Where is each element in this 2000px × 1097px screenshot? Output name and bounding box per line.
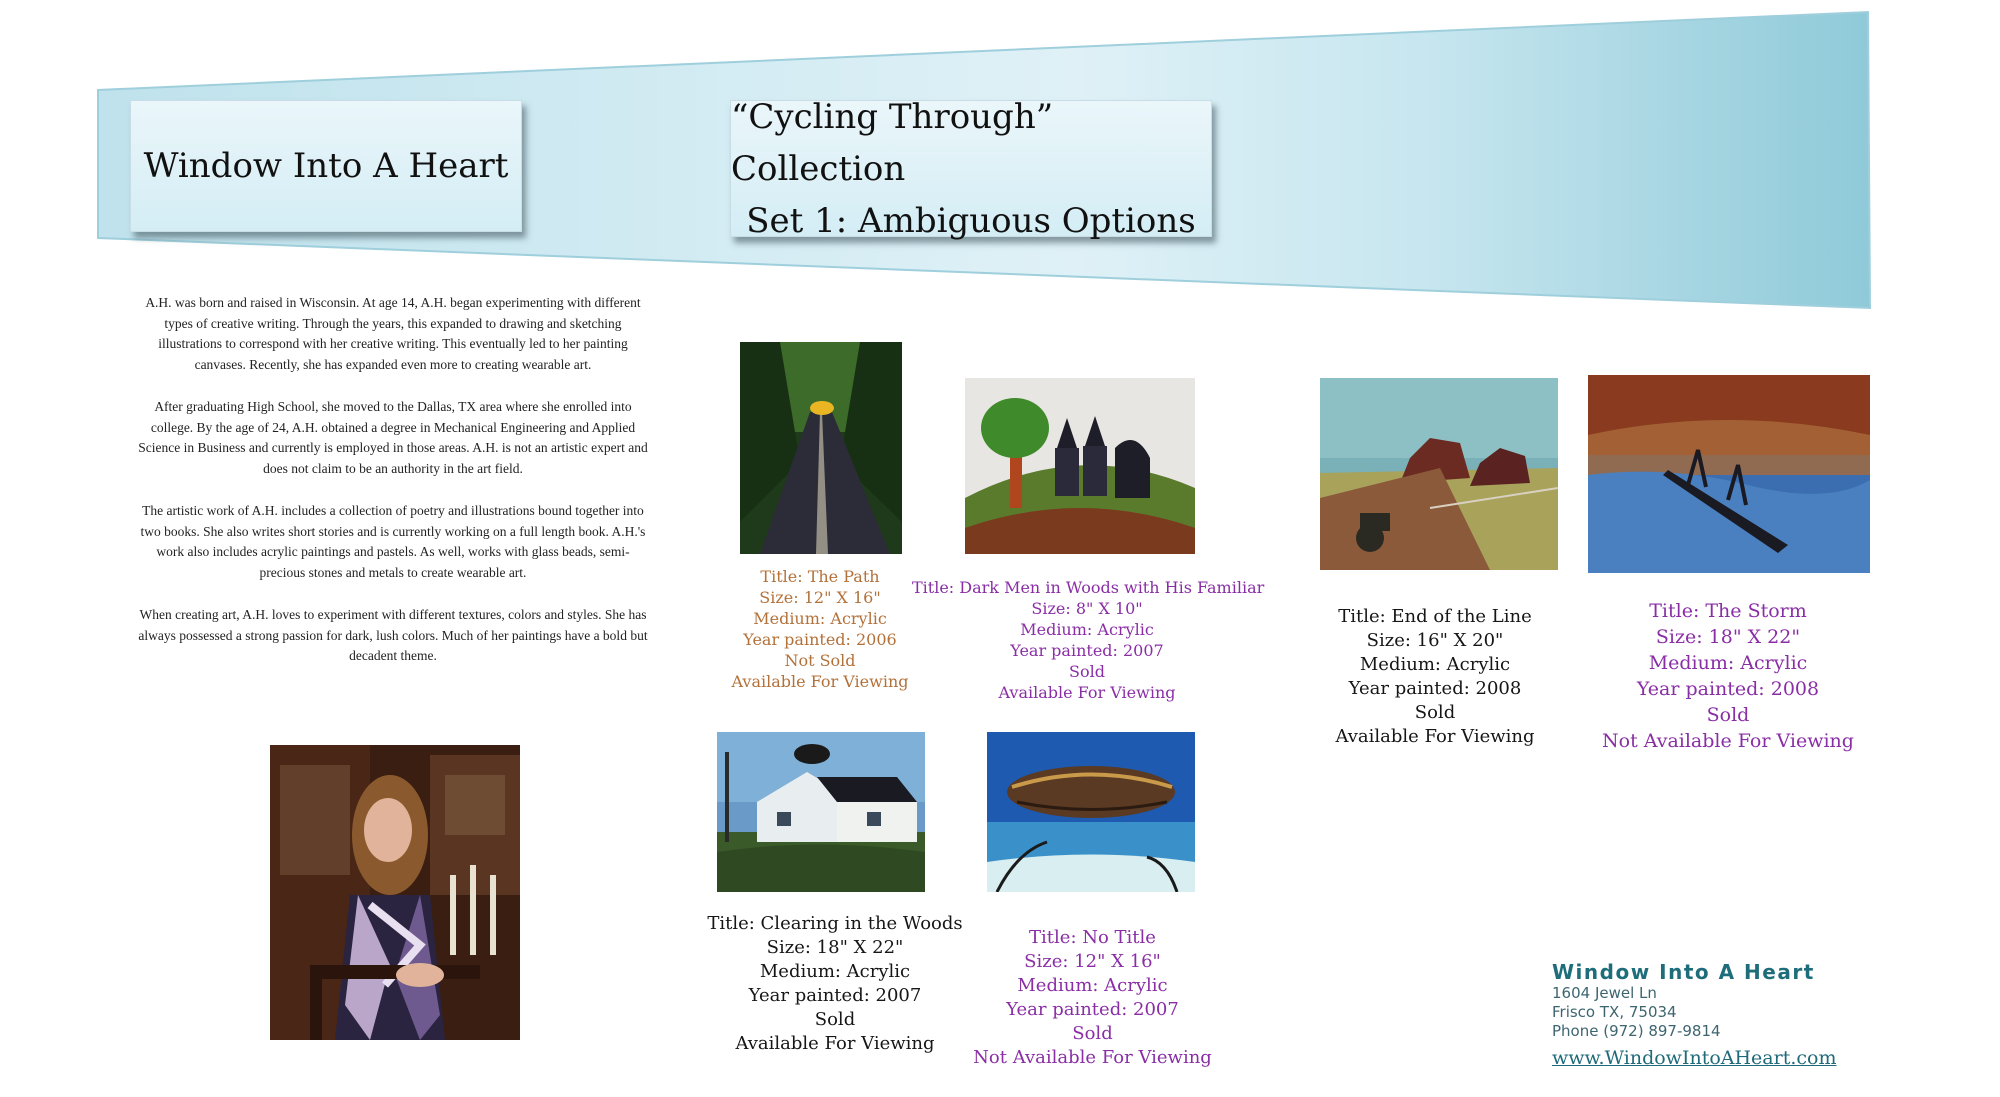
caption-no-title — [955, 926, 1230, 1070]
caption-the-storm — [1568, 598, 1888, 754]
artwork-status: Not Sold — [784, 651, 856, 670]
artwork-medium: Medium: Acrylic — [753, 609, 887, 628]
contact-address-line1: 1604 Jewel Ln — [1552, 984, 1657, 1002]
artwork-size: Size: 12" X 16" — [759, 588, 881, 607]
artwork-title: Title: Clearing in the Woods — [707, 913, 963, 934]
artwork-size: Size: 16" X 20" — [1366, 630, 1504, 651]
artwork-availability: Not Available For Viewing — [1602, 730, 1854, 752]
artwork-size: Size: 12" X 16" — [1024, 951, 1161, 972]
artwork-year: Year painted: 2006 — [743, 630, 897, 649]
bio-paragraph: After graduating High School, she moved to the Dallas, TX area where she enrolled into college. By the age of 24, A.H. obtained a degree in Mechanical Engineering and Applied Science in Business and currently is employed in those areas. A.H. is not an artistic expert and does not claim to be an authority in the art field. — [138, 399, 648, 476]
artwork-year: Year painted: 2007 — [1010, 641, 1164, 660]
artwork-size: Size: 18" X 22" — [1655, 626, 1801, 648]
artwork-availability: Not Available For Viewing — [973, 1047, 1212, 1068]
caption-dark-men-in-woods — [912, 577, 1265, 703]
artwork-medium: Medium: Acrylic — [1648, 652, 1808, 674]
painting-the-path — [740, 342, 902, 554]
artwork-status: Sold — [1072, 1023, 1113, 1044]
caption-the-path — [700, 566, 940, 692]
collection-title-box — [730, 96, 1212, 241]
contact-block — [1552, 960, 1836, 1069]
site-title: Window Into A Heart — [143, 146, 509, 186]
painting-the-storm — [1588, 375, 1870, 573]
bio-paragraph: A.H. was born and raised in Wisconsin. At age 14, A.H. began experimenting with different types of creative writing. Through the years, this expanded to drawing and sketching illustrations to correspond with her creative writing. This eventually led to her painting canvases. Recently, she has expanded even more to creating wearable art. — [145, 295, 641, 372]
artwork-availability: Available For Viewing — [1335, 726, 1535, 747]
artwork-medium: Medium: Acrylic — [1359, 654, 1511, 675]
bio-paragraph: When creating art, A.H. loves to experiment with different textures, colors and styles. She has always possessed a strong passion for dark, lush colors. Much of her paintings have a bold but decadent theme. — [138, 607, 648, 663]
painting-dark-men-in-woods — [965, 378, 1195, 554]
artwork-title: Title: End of the Line — [1338, 606, 1532, 627]
artwork-title: Title: The Path — [760, 567, 880, 586]
caption-clearing-in-the-woods — [690, 912, 980, 1056]
artwork-medium: Medium: Acrylic — [1017, 975, 1168, 996]
artwork-availability: Available For Viewing — [731, 672, 909, 691]
artwork-medium: Medium: Acrylic — [759, 961, 911, 982]
artwork-size: Size: 18" X 22" — [766, 937, 904, 958]
artwork-title: Title: The Storm — [1649, 600, 1807, 622]
artwork-status: Sold — [814, 1009, 856, 1030]
artwork-year: Year painted: 2007 — [748, 985, 922, 1006]
contact-phone: Phone (972) 897-9814 — [1552, 1022, 1721, 1040]
artwork-availability: Available For Viewing — [998, 683, 1176, 702]
artwork-status: Sold — [1706, 704, 1750, 726]
artwork-status: Sold — [1069, 662, 1105, 681]
website-link[interactable]: www.WindowIntoAHeart.com — [1552, 1047, 1837, 1069]
collection-title: “Cycling Through” Collection — [731, 96, 1054, 189]
painting-end-of-the-line — [1320, 378, 1558, 570]
artwork-size: Size: 8" X 10" — [1031, 599, 1143, 618]
painting-no-title — [987, 732, 1195, 892]
artwork-year: Year painted: 2008 — [1636, 678, 1820, 700]
artwork-medium: Medium: Acrylic — [1020, 620, 1154, 639]
contact-name: Window Into A Heart — [1552, 960, 1815, 984]
artwork-title: Title: Dark Men in Woods with His Familiar — [912, 578, 1265, 597]
artwork-year: Year painted: 2007 — [1006, 999, 1179, 1020]
artwork-availability: Available For Viewing — [735, 1033, 935, 1054]
artist-photo — [270, 745, 520, 1040]
contact-address-line2: Frisco TX, 75034 — [1552, 1003, 1677, 1021]
artwork-year: Year painted: 2008 — [1348, 678, 1522, 699]
caption-end-of-the-line — [1300, 605, 1570, 749]
collection-subtitle: Set 1: Ambiguous Options — [746, 200, 1196, 241]
painting-clearing-in-the-woods — [717, 732, 925, 892]
artwork-status: Sold — [1414, 702, 1456, 723]
site-title-box — [130, 100, 522, 232]
artist-bio — [138, 293, 648, 689]
bio-paragraph: The artistic work of A.H. includes a collection of poetry and illustrations bound together into two books. She also writes short stories and is currently working on a full length book. A.H.'s work also includes acrylic paintings and pastels. As well, works with glass beads, semi-precious stones and metals to create wearable art. — [140, 503, 646, 580]
artwork-title: Title: No Title — [1029, 927, 1156, 948]
